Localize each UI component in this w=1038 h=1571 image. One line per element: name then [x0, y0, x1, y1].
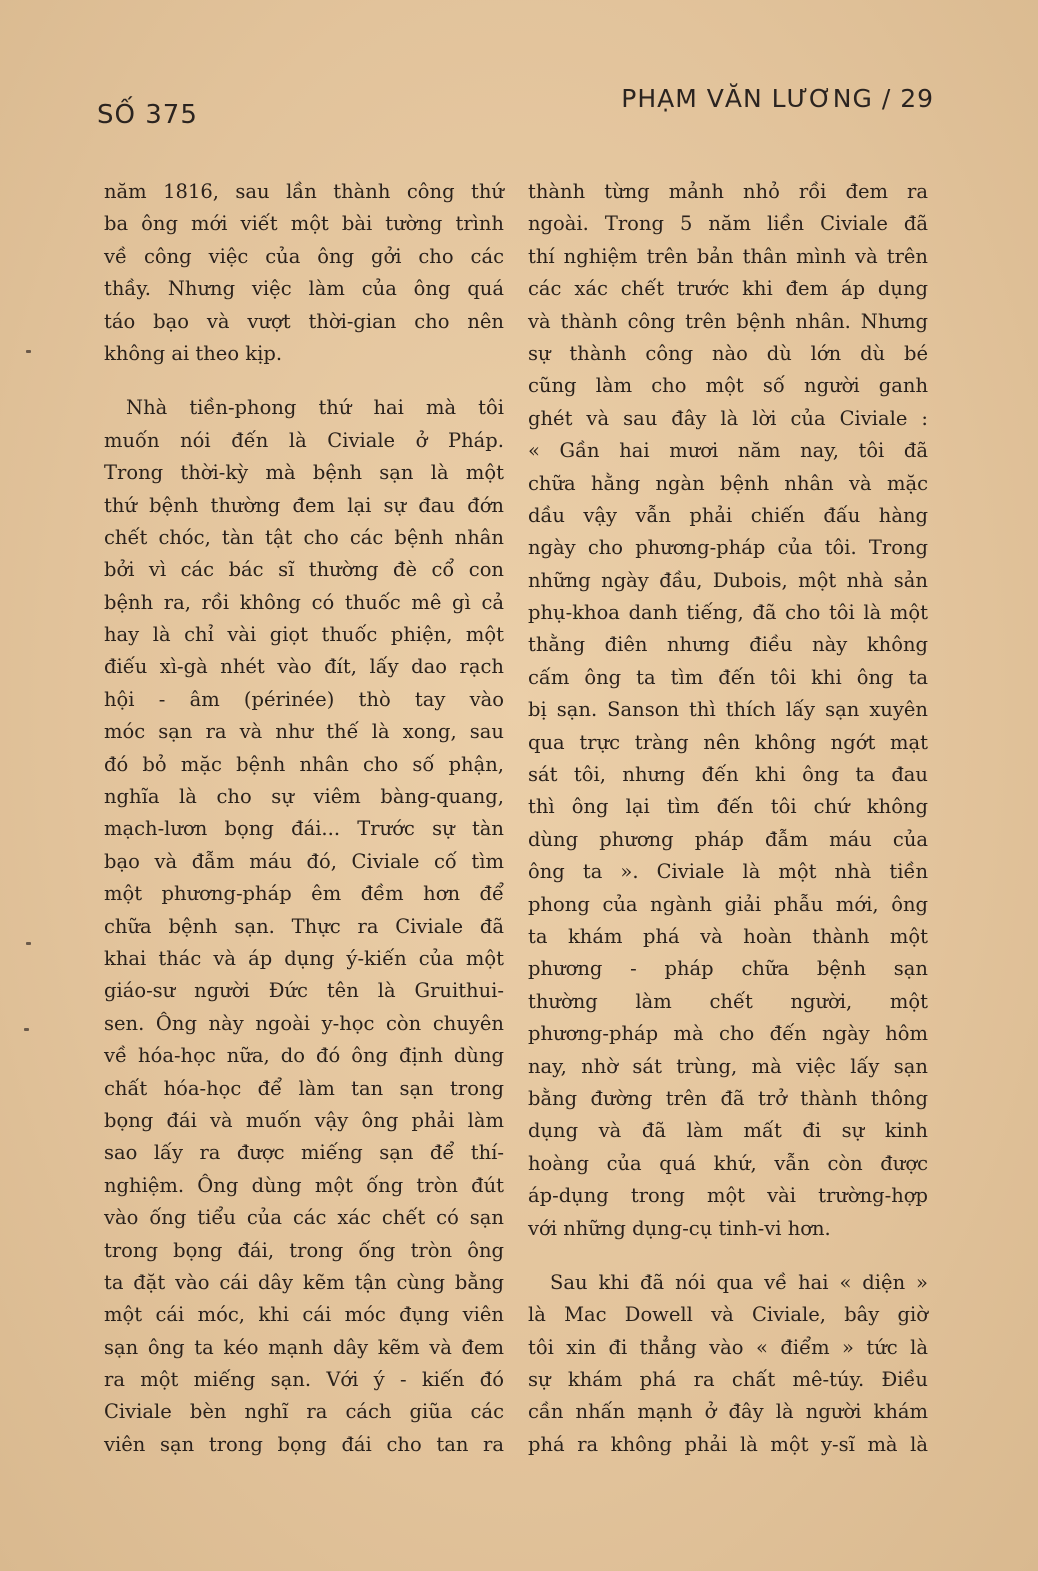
text-line: một phương-pháp êm đềm hơn để [104, 882, 504, 906]
text-line: qua trực tràng nên không ngớt mạt [528, 730, 928, 754]
text-line: nghiệm. Ông dùng một ống tròn đút [104, 1173, 504, 1197]
text-line: Trong thời-kỳ mà bệnh sạn là một [104, 461, 504, 485]
text-line: bởi vì các bác sĩ thường đè cổ con [104, 558, 504, 582]
text-line: phương-pháp mà cho đến ngày hôm [528, 1022, 928, 1046]
paper-speck [24, 1028, 29, 1031]
text-line: ra một miếng sạn. Với ý - kiến đó [104, 1368, 504, 1392]
text-line: về hóa-học nữa, do đó ông định dùng [104, 1044, 504, 1068]
text-line: sạn ông ta kéo mạnh dây kẽm và đem [104, 1335, 504, 1359]
text-line: mạch-lươn bọng đái... Trước sự tàn [104, 817, 504, 841]
text-line: chất hóa-học để làm tan sạn trong [104, 1076, 504, 1100]
text-line: ta khám phá và hoàn thành một [528, 924, 928, 948]
text-line: đó bỏ mặc bệnh nhân cho số phận, [104, 752, 504, 776]
text-line: và thành công trên bệnh nhân. Nhưng [528, 309, 928, 333]
text-line: một cái móc, khi cái móc đụng viên [104, 1303, 504, 1327]
text-line: thằng điên nhưng điều này không [528, 633, 928, 657]
text-line: thành từng mảnh nhỏ rồi đem ra [528, 180, 928, 203]
paragraph [528, 176, 928, 1245]
text-line: phong của ngành giải phẫu mới, ông [528, 892, 928, 916]
text-line: phụ-khoa danh tiếng, đã cho tôi là một [528, 601, 928, 625]
text-line: điếu xì-gà nhét vào đít, lấy dao rạch [104, 655, 504, 679]
paragraph [528, 1267, 928, 1461]
text-line: giáo-sư người Đức tên là Gruithui- [104, 979, 504, 1003]
text-line: bọng đái và muốn vậy ông phải làm [104, 1108, 504, 1132]
text-line: viên sạn trong bọng đái cho tan ra [104, 1432, 504, 1456]
text-line: sát tôi, nhưng đến khi ông ta đau [528, 763, 928, 787]
text-line: Sau khi đã nói qua về hai « diện » [550, 1270, 928, 1294]
text-line: thường làm chết người, một [528, 989, 928, 1013]
text-line: ngoài. Trong 5 năm liền Civiale đã [528, 212, 928, 236]
text-line: về công việc của ông gởi cho các [104, 244, 504, 268]
running-header: PHẠM VĂN LƯƠNG / 29 [621, 84, 934, 113]
text-line: bệnh ra, rồi không có thuốc mê gì cả [104, 590, 504, 614]
text-line: « Gần hai mươi năm nay, tôi đã [528, 439, 928, 463]
paper-speck [26, 350, 31, 353]
text-line: tôi xin đi thẳng vào « điểm » tức là [528, 1335, 928, 1359]
text-line: dầu vậy vẫn phải chiến đấu hàng [528, 503, 928, 527]
text-line: sự khám phá ra chất mê-túy. Điều [528, 1368, 928, 1392]
text-line: các xác chết trước khi đem áp dụng [528, 277, 928, 301]
text-line: trong bọng đái, trong ống tròn ông [104, 1238, 504, 1262]
text-line: ghét và sau đây là lời của Civiale : [528, 406, 928, 430]
text-line: là Mac Dowell và Civiale, bây giờ [528, 1303, 928, 1327]
text-line: bạo và đẫm máu đó, Civiale cố tìm [104, 849, 504, 873]
text-line: dụng và đã làm mất đi sự kinh [528, 1119, 928, 1143]
text-line: thí nghiệm trên bản thân mình và trên [528, 244, 928, 268]
text-line: dùng phương pháp đẫm máu của [528, 827, 928, 851]
text-line: sự thành công nào dù lớn dù bé [528, 341, 928, 365]
text-line: hoàng của quá khứ, vẫn còn được [528, 1151, 928, 1175]
text-line: Civiale bèn nghĩ ra cách giũa các [104, 1400, 504, 1424]
text-line: vào ống tiểu của các xác chết có sạn [104, 1206, 504, 1230]
text-line: chữa bệnh sạn. Thực ra Civiale đã [104, 914, 504, 938]
text-line: táo bạo và vượt thời-gian cho nên [104, 309, 504, 333]
paragraph [104, 392, 504, 1461]
text-line: hay là chỉ vài giọt thuốc phiện, một [104, 623, 504, 647]
text-line: muốn nói đến là Civiale ở Pháp. [104, 428, 504, 452]
text-line: chết chóc, tàn tật cho các bệnh nhân [104, 525, 504, 549]
text-line: ta đặt vào cái dây kẽm tận cùng bằng [104, 1270, 504, 1294]
text-line: nay, nhờ sát trùng, mà việc lấy sạn [528, 1054, 928, 1078]
issue-number: SỐ 375 [97, 100, 198, 130]
text-line: áp-dụng trong một vài trường-hợp [528, 1184, 928, 1208]
paragraph [104, 176, 504, 370]
text-line: những ngày đầu, Dubois, một nhà sản [528, 568, 928, 592]
text-line: ba ông mới viết một bài tường trình [104, 212, 504, 236]
text-line: cũng làm cho một số người ganh [528, 374, 928, 398]
text-line: sen. Ông này ngoài y-học còn chuyên [104, 1011, 504, 1035]
text-line: cần nhấn mạnh ở đây là người khám [528, 1400, 928, 1424]
right-column [528, 176, 928, 1461]
text-line: chữa hằng ngàn bệnh nhân và mặc [528, 471, 928, 495]
paper-speck [26, 942, 31, 945]
text-line: hội - âm (périnée) thò tay vào [104, 687, 504, 711]
text-line: khai thác và áp dụng ý-kiến của một [104, 946, 504, 970]
text-line: thứ bệnh thường đem lại sự đau đớn [104, 493, 504, 517]
text-line: bằng đường trên đã trở thành thông [528, 1086, 928, 1110]
text-line: cấm ông ta tìm đến tôi khi ông ta [528, 665, 928, 689]
text-line: bị sạn. Sanson thì thích lấy sạn xuyên [528, 698, 928, 722]
text-line: phương - pháp chữa bệnh sạn [528, 957, 928, 981]
text-line: nghĩa là cho sự viêm bàng-quang, [104, 785, 504, 809]
text-line: sao lấy ra được miếng sạn để thí- [104, 1141, 504, 1165]
text-line: năm 1816, sau lần thành công thứ [104, 180, 504, 203]
text-line: ngày cho phương-pháp của tôi. Trong [528, 536, 928, 560]
text-line: với những dụng-cụ tinh-vi hơn. [528, 1216, 831, 1240]
text-line: thì ông lại tìm đến tôi chứ không [528, 795, 928, 819]
text-line: thầy. Nhưng việc làm của ông quá [104, 277, 504, 301]
text-line: ông ta ». Civiale là một nhà tiền [528, 860, 928, 884]
left-column [104, 176, 504, 1461]
text-line: móc sạn ra và như thế là xong, sau [104, 720, 504, 744]
text-line: phá ra không phải là một y-sĩ mà là [528, 1432, 928, 1456]
text-line: không ai theo kịp. [104, 341, 283, 365]
text-line: Nhà tiền-phong thứ hai mà tôi [126, 396, 504, 420]
